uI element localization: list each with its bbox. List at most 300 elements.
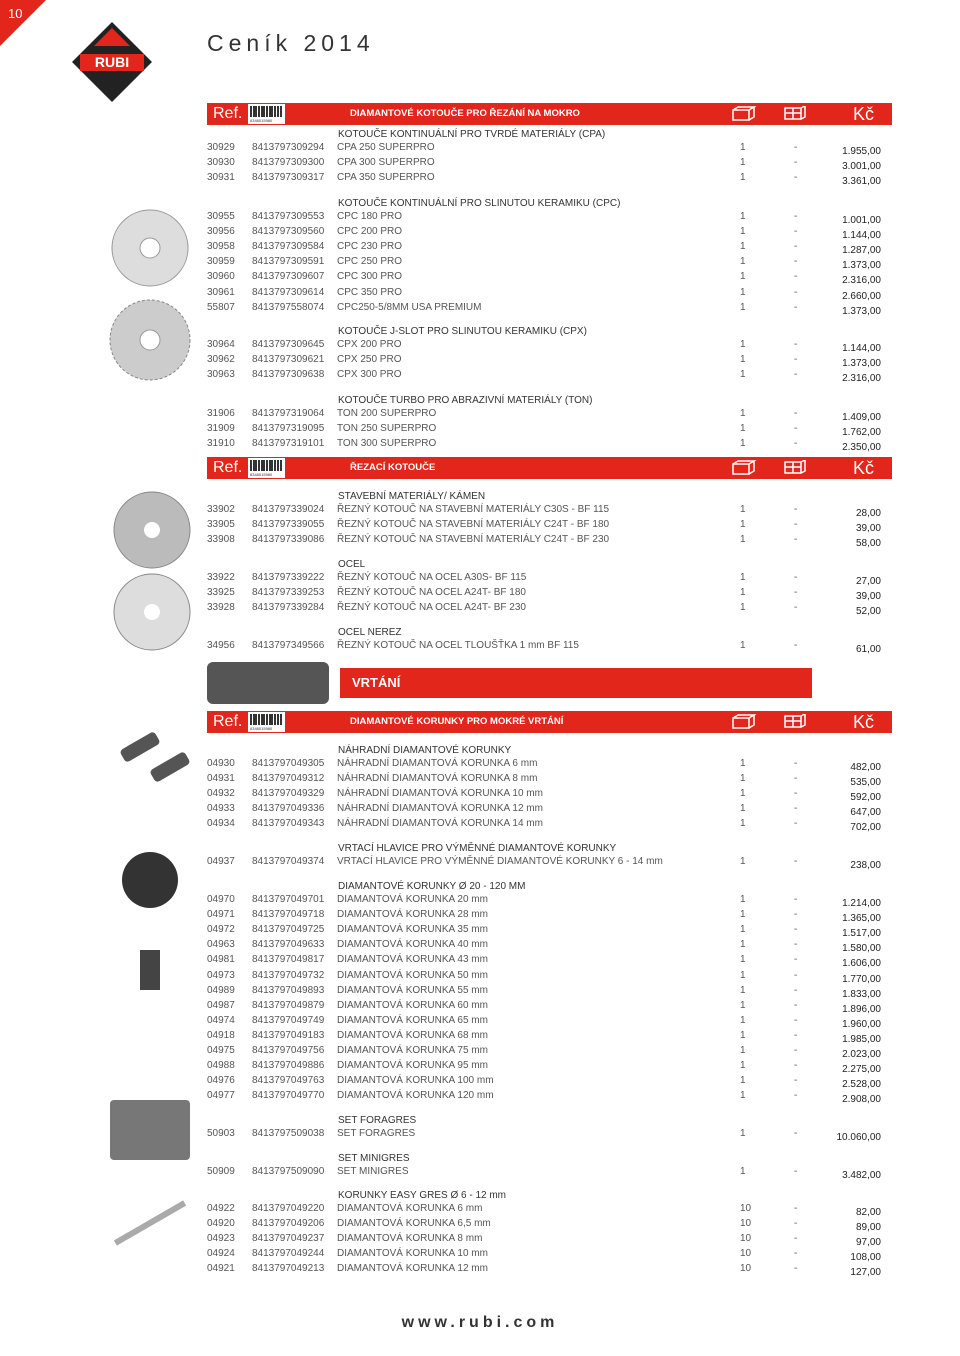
ean-cell: 8413797309584 (252, 241, 325, 253)
ref-cell: 04976 (207, 1075, 235, 1087)
dash-cell: - (794, 1128, 798, 1139)
quantity-cell: 1 (740, 339, 746, 350)
table-row (207, 157, 887, 172)
price-cell: 482,00 (850, 762, 881, 773)
dash-cell: - (794, 369, 798, 381)
quantity-cell: 1 (740, 534, 746, 546)
ref-cell: 50909 (207, 1166, 235, 1177)
ref-cell: 04921 (207, 1263, 235, 1275)
ref-cell: 04972 (207, 924, 235, 936)
description-cell: CPC250-5/8MM USA PREMIUM (337, 301, 482, 313)
ean-cell: 8413797309300 (252, 157, 325, 169)
ean-cell: 8413797339284 (252, 602, 325, 614)
quantity-cell: 1 (740, 909, 746, 921)
quantity-cell: 1 (740, 924, 746, 936)
description-cell: DIAMANTOVÁ KORUNKA 12 mm (337, 1263, 488, 1275)
ref-cell: 30963 (207, 369, 235, 381)
dash-cell: - (794, 1203, 798, 1214)
price-cell: 535,00 (850, 777, 881, 789)
table-row (207, 1000, 887, 1015)
quantity-cell: 1 (740, 788, 746, 800)
description-cell: CPA 300 SUPERPRO (337, 157, 435, 169)
quantity-cell: 1 (740, 271, 746, 283)
product-images (100, 200, 200, 1320)
price-cell: 127,00 (850, 1267, 881, 1279)
price-cell: 28,00 (855, 508, 881, 519)
quantity-cell: 1 (740, 1060, 746, 1072)
ean-cell: 8413797049732 (252, 969, 325, 981)
description-cell: VRTACÍ HLAVICE PRO VÝMĚNNÉ DIAMANTOVÉ KORUNKY 6 - 14 mm (337, 856, 663, 867)
description-cell: DIAMANTOVÁ KORUNKA 35 mm (337, 924, 488, 936)
price-cell: 1.580,00 (842, 943, 881, 955)
description-cell: ŘEZNÝ KOTOUČ NA STAVEBNÍ MATERIÁLY C24T - BF 180 (337, 519, 610, 531)
quantity-cell: 1 (740, 354, 746, 366)
footer-website: www.rubi.com (401, 1314, 559, 1331)
quantity-cell: 1 (740, 504, 746, 515)
price-cell: 3.482,00 (842, 1170, 881, 1181)
dash-cell: - (794, 939, 798, 951)
table-row (207, 1090, 887, 1105)
table-row (207, 1030, 887, 1045)
ref-cell: 04963 (207, 939, 235, 951)
description-cell: DIAMANTOVÁ KORUNKA 55 mm (337, 984, 488, 996)
ref-cell: 04933 (207, 803, 235, 815)
section-title: KOTOUČE TURBO PRO ABRAZIVNÍ MATERIÁLY (TON) (338, 395, 593, 406)
dash-cell: - (794, 984, 798, 996)
description-cell: CPX 200 PRO (337, 339, 402, 350)
ean-cell: 8413797558074 (252, 301, 325, 313)
ref-cell: 04934 (207, 818, 235, 830)
table-row (207, 1203, 887, 1218)
dash-cell: - (794, 1248, 798, 1260)
dash-cell: - (794, 241, 798, 253)
box-icon (730, 106, 758, 122)
table-row (207, 640, 887, 655)
table-row (207, 1075, 887, 1090)
dash-cell: - (794, 602, 798, 614)
dash-cell: - (794, 423, 798, 435)
ean-cell: 8413797309614 (252, 286, 325, 298)
dash-cell: - (794, 803, 798, 815)
ref-cell: 04977 (207, 1090, 235, 1102)
table-row (207, 1166, 887, 1181)
dash-cell: - (794, 909, 798, 921)
dash-cell: - (794, 788, 798, 800)
table-row (207, 1233, 887, 1248)
pallet-icon (780, 714, 808, 730)
ean-cell: 8413797049763 (252, 1075, 325, 1087)
description-cell: TON 300 SUPERPRO (337, 438, 437, 450)
description-cell: DIAMANTOVÁ KORUNKA 120 mm (337, 1090, 494, 1102)
description-cell: DIAMANTOVÁ KORUNKA 40 mm (337, 939, 488, 951)
ean-cell: 8413797049633 (252, 939, 325, 951)
quantity-cell: 1 (740, 157, 746, 169)
ref-cell: 30931 (207, 172, 235, 184)
quantity-cell: 1 (740, 369, 746, 381)
section-title: KORUNKY EASY GRES Ø 6 - 12 mm (338, 1190, 507, 1201)
price-cell: 1.365,00 (842, 913, 881, 925)
ref-cell: 30959 (207, 256, 235, 268)
pallet-icon (780, 106, 808, 122)
price-cell: 592,00 (850, 792, 881, 804)
description-cell: CPA 350 SUPERPRO (337, 172, 435, 184)
ean-cell: 8413797049886 (252, 1060, 325, 1072)
ref-cell: 04974 (207, 1014, 235, 1026)
ref-cell: 04981 (207, 954, 235, 966)
ean-cell: 8413797049756 (252, 1045, 325, 1056)
description-cell: DIAMANTOVÁ KORUNKA 43 mm (337, 954, 488, 966)
ref-cell: 04924 (207, 1248, 235, 1260)
price-cell: 2.528,00 (842, 1079, 881, 1091)
dash-cell: - (794, 1218, 798, 1230)
description-cell: DIAMANTOVÁ KORUNKA 60 mm (337, 999, 488, 1011)
price-cell: 1.955,00 (842, 146, 881, 157)
quantity-cell: 1 (740, 587, 746, 599)
price-cell: 3.001,00 (842, 161, 881, 173)
price-cell: 39,00 (855, 591, 881, 603)
price-cell: 1.409,00 (842, 412, 881, 423)
ean-cell: 8413797049893 (252, 984, 325, 996)
table-row (207, 1015, 887, 1030)
tool-image (207, 662, 329, 704)
rubi-logo (70, 20, 154, 104)
svg-text:RUBI: RUBI (94, 54, 130, 70)
description-cell: TON 200 SUPERPRO (337, 408, 437, 419)
section-title: KOTOUČE KONTINUÁLNÍ PRO TVRDÉ MATERIÁLY (CPA) (338, 129, 606, 140)
table-row (207, 985, 887, 1000)
currency-label: Kč (852, 458, 874, 478)
table-row (207, 1218, 887, 1233)
description-cell: CPC 230 PRO (337, 241, 403, 253)
price-cell: 1.770,00 (842, 973, 881, 985)
ean-cell: 8413797309560 (252, 226, 325, 238)
dash-cell: - (794, 1090, 798, 1102)
price-cell: 2.908,00 (842, 1094, 881, 1106)
dash-cell: - (794, 856, 798, 867)
quantity-cell: 1 (740, 894, 746, 905)
ref-cell: 31910 (207, 438, 235, 450)
section-title: VRTACÍ HLAVICE PRO VÝMĚNNÉ DIAMANTOVÉ KORUNKY (338, 843, 617, 854)
description-cell: CPX 250 PRO (337, 354, 402, 366)
dash-cell: - (794, 301, 798, 313)
price-cell: 1.287,00 (842, 245, 881, 257)
description-cell: DIAMANTOVÁ KORUNKA 50 mm (337, 969, 488, 981)
page-title: Ceník 2014 (207, 30, 375, 56)
ean-cell: 8413797049343 (252, 818, 325, 830)
quantity-cell: 1 (740, 519, 746, 531)
price-cell: 61,00 (855, 644, 881, 655)
ref-cell: 04937 (207, 856, 235, 867)
box-icon (730, 460, 758, 476)
description-cell: ŘEZNÝ KOTOUČ NA OCEL TLOUŠŤKA 1 mm BF 115 (337, 640, 579, 651)
price-cell: 82,00 (855, 1207, 881, 1218)
dash-cell: - (794, 504, 798, 515)
currency-label: Kč (852, 712, 874, 732)
dash-cell: - (794, 1233, 798, 1245)
price-cell: 1.960,00 (842, 1018, 881, 1030)
ean-cell: 8413797319095 (252, 423, 325, 435)
quantity-cell: 1 (740, 572, 746, 583)
ean-cell: 8413797049329 (252, 788, 325, 800)
description-cell: SET MINIGRES (337, 1166, 409, 1177)
ref-cell: 04971 (207, 909, 235, 921)
quantity-cell: 10 (740, 1233, 752, 1245)
ean-cell: 8413797049374 (252, 856, 325, 867)
table-row (207, 241, 887, 256)
table-row (207, 1128, 887, 1143)
ean-cell: 8413797049206 (252, 1218, 325, 1230)
ref-cell: 33902 (207, 504, 235, 515)
ean-cell: 8413797309591 (252, 256, 325, 268)
table-row (207, 1045, 887, 1060)
ref-cell: 30961 (207, 286, 235, 298)
price-cell: 108,00 (850, 1252, 881, 1264)
dash-cell: - (794, 211, 798, 222)
dash-cell: - (794, 773, 798, 785)
barcode-icon: 8348015980 (248, 712, 285, 732)
dash-cell: - (794, 339, 798, 350)
ean-cell: 8413797339024 (252, 504, 325, 515)
ref-cell: 33925 (207, 587, 235, 599)
quantity-cell: 1 (740, 226, 746, 238)
quantity-cell: 1 (740, 438, 746, 450)
table-row (207, 1263, 887, 1278)
section-title: DIAMANTOVÉ KORUNKY Ø 20 - 120 MM (338, 881, 526, 892)
price-cell: 1.985,00 (842, 1033, 881, 1045)
ref-cell: 33908 (207, 534, 235, 546)
section-title: SET MINIGRES (338, 1153, 410, 1164)
price-cell: 2.316,00 (842, 373, 881, 385)
dash-cell: - (794, 157, 798, 169)
page-corner-tab (0, 0, 46, 46)
category-bar (207, 457, 892, 479)
dash-cell: - (794, 534, 798, 546)
dash-cell: - (794, 818, 798, 830)
ref-label: Ref. (213, 105, 243, 122)
ref-cell: 04932 (207, 788, 235, 800)
table-row (207, 339, 887, 354)
ean-cell: 8413797049220 (252, 1203, 325, 1214)
ref-cell: 30958 (207, 241, 235, 253)
price-cell: 2.275,00 (842, 1064, 881, 1076)
description-cell: CPC 200 PRO (337, 226, 403, 238)
ref-cell: 04923 (207, 1233, 235, 1245)
description-cell: DIAMANTOVÁ KORUNKA 28 mm (337, 909, 488, 921)
quantity-cell: 10 (740, 1248, 752, 1260)
price-cell: 1.373,00 (842, 305, 881, 317)
category-bar (207, 711, 892, 733)
ean-cell: 8413797049213 (252, 1263, 325, 1275)
price-cell: 1.001,00 (842, 215, 881, 226)
ean-cell: 8413797049305 (252, 758, 325, 769)
description-cell: DIAMANTOVÁ KORUNKA 100 mm (337, 1075, 494, 1087)
price-cell: 1.896,00 (842, 1003, 881, 1015)
price-cell: 1.373,00 (842, 358, 881, 370)
ref-cell: 30929 (207, 142, 235, 153)
ref-cell: 04922 (207, 1203, 235, 1214)
barcode-icon: 8348015980 (248, 458, 285, 478)
dash-cell: - (794, 408, 798, 419)
quantity-cell: 1 (740, 1090, 746, 1102)
dash-cell: - (794, 172, 798, 184)
ean-cell: 8413797049312 (252, 773, 325, 785)
table-row (207, 172, 887, 187)
description-cell: NÁHRADNÍ DIAMANTOVÁ KORUNKA 12 mm (337, 803, 543, 815)
section-title: SET FORAGRES (338, 1115, 417, 1126)
description-cell: ŘEZNÝ KOTOUČ NA OCEL A24T- BF 230 (337, 602, 526, 614)
dash-cell: - (794, 1075, 798, 1087)
quantity-cell: 1 (740, 211, 746, 222)
section-title: NÁHRADNÍ DIAMANTOVÉ KORUNKY (338, 745, 512, 756)
ref-cell: 33922 (207, 572, 235, 583)
quantity-cell: 1 (740, 241, 746, 253)
price-cell: 1.373,00 (842, 260, 881, 272)
dash-cell: - (794, 271, 798, 283)
description-cell: DIAMANTOVÁ KORUNKA 6 mm (337, 1203, 483, 1214)
price-cell: 2.316,00 (842, 275, 881, 287)
quantity-cell: 1 (740, 423, 746, 435)
dash-cell: - (794, 999, 798, 1011)
ref-cell: 04970 (207, 894, 235, 905)
category-title: DIAMANTOVÉ KOTOUČE PRO ŘEZÁNÍ NA MOKRO (350, 108, 580, 119)
quantity-cell: 1 (740, 172, 746, 184)
ean-cell: 8413797339253 (252, 587, 325, 599)
quantity-cell: 1 (740, 758, 746, 769)
pallet-icon (780, 460, 808, 476)
table-row (207, 534, 887, 549)
table-row (207, 302, 887, 317)
ean-cell: 8413797319064 (252, 408, 325, 419)
quantity-cell: 1 (740, 954, 746, 966)
dash-cell: - (794, 286, 798, 298)
ean-cell: 8413797309607 (252, 271, 325, 283)
ref-label: Ref. (213, 459, 243, 476)
price-cell: 1.144,00 (842, 343, 881, 354)
ean-cell: 8413797049244 (252, 1248, 325, 1260)
table-row (207, 788, 887, 803)
price-cell: 3.361,00 (842, 176, 881, 188)
section-label-vrtani: VRTÁNÍ (340, 668, 812, 698)
quantity-cell: 10 (740, 1218, 752, 1230)
description-cell: ŘEZNÝ KOTOUČ NA STAVEBNÍ MATERIÁLY C30S - BF 115 (337, 504, 610, 515)
category-title: DIAMANTOVÉ KORUNKY PRO MOKRÉ VRTÁNÍ (350, 716, 564, 727)
currency-label: Kč (852, 104, 874, 124)
ref-cell: 33905 (207, 519, 235, 531)
price-cell: 97,00 (855, 1237, 881, 1249)
table-row (207, 1248, 887, 1263)
quantity-cell: 1 (740, 856, 746, 867)
price-cell: 10.060,00 (836, 1132, 881, 1143)
dash-cell: - (794, 1014, 798, 1026)
category-title: ŘEZACÍ KOTOUČE (350, 462, 436, 473)
table-row (207, 773, 887, 788)
description-cell: DIAMANTOVÁ KORUNKA 6,5 mm (337, 1218, 491, 1230)
table-row (207, 856, 887, 871)
quantity-cell: 1 (740, 602, 746, 614)
quantity-cell: 1 (740, 999, 746, 1011)
barcode-icon: 8348015980 (248, 104, 285, 124)
ean-cell: 8413797309317 (252, 172, 325, 184)
quantity-cell: 1 (740, 969, 746, 981)
ref-cell: 31906 (207, 408, 235, 419)
table-row (207, 894, 887, 909)
ref-cell: 04931 (207, 773, 235, 785)
description-cell: DIAMANTOVÁ KORUNKA 20 mm (337, 894, 488, 905)
price-cell: 1.517,00 (842, 928, 881, 940)
description-cell: ŘEZNÝ KOTOUČ NA STAVEBNÍ MATERIÁLY C24T - BF 230 (337, 534, 610, 546)
description-cell: TON 250 SUPERPRO (337, 423, 437, 435)
ref-cell: 04988 (207, 1060, 235, 1072)
price-cell: 1.214,00 (842, 898, 881, 909)
dash-cell: - (794, 758, 798, 769)
ean-cell: 8413797309621 (252, 354, 325, 366)
price-cell: 52,00 (855, 606, 881, 618)
ean-cell: 8413797049879 (252, 999, 325, 1011)
table-row (207, 939, 887, 954)
table-row (207, 587, 887, 602)
ean-cell: 8413797319101 (252, 438, 325, 450)
table-row (207, 256, 887, 271)
table-row (207, 438, 887, 453)
dash-cell: - (794, 572, 798, 583)
ref-cell: 04989 (207, 984, 235, 996)
quantity-cell: 1 (740, 818, 746, 830)
ean-cell: 8413797049770 (252, 1090, 325, 1102)
description-cell: CPC 180 PRO (337, 211, 403, 222)
table-row (207, 1060, 887, 1075)
ref-cell: 30964 (207, 339, 235, 350)
ref-cell: 30955 (207, 211, 235, 222)
quantity-cell: 1 (740, 301, 746, 313)
table-row (207, 909, 887, 924)
quantity-cell: 1 (740, 1045, 746, 1056)
dash-cell: - (794, 354, 798, 366)
ean-cell: 8413797309294 (252, 142, 325, 153)
ref-cell: 04975 (207, 1045, 235, 1056)
description-cell: CPC 250 PRO (337, 256, 403, 268)
section-title: KOTOUČE J-SLOT PRO SLINUTOU KERAMIKU (CPX) (338, 326, 587, 337)
ref-cell: 04920 (207, 1218, 235, 1230)
dash-cell: - (794, 519, 798, 531)
price-cell: 39,00 (855, 523, 881, 535)
table-row (207, 758, 887, 773)
ean-cell: 8413797509090 (252, 1166, 325, 1177)
table-row (207, 954, 887, 969)
table-row (207, 602, 887, 617)
dash-cell: - (794, 1263, 798, 1275)
quantity-cell: 1 (740, 939, 746, 951)
dash-cell: - (794, 640, 798, 651)
table-row (207, 271, 887, 286)
price-cell: 1.762,00 (842, 427, 881, 439)
price-cell: 2.350,00 (842, 442, 881, 454)
description-cell: DIAMANTOVÁ KORUNKA 65 mm (337, 1014, 488, 1026)
quantity-cell: 1 (740, 640, 746, 651)
description-cell: NÁHRADNÍ DIAMANTOVÁ KORUNKA 14 mm (337, 818, 543, 830)
ref-cell: 04918 (207, 1029, 235, 1041)
quantity-cell: 1 (740, 803, 746, 815)
dash-cell: - (794, 142, 798, 153)
quantity-cell: 1 (740, 773, 746, 785)
description-cell: CPC 350 PRO (337, 286, 403, 298)
table-row (207, 924, 887, 939)
ref-label: Ref. (213, 713, 243, 730)
dash-cell: - (794, 438, 798, 450)
description-cell: DIAMANTOVÁ KORUNKA 8 mm (337, 1233, 483, 1245)
description-cell: ŘEZNÝ KOTOUČ NA OCEL A30S- BF 115 (337, 572, 527, 583)
table-row (207, 142, 887, 157)
quantity-cell: 1 (740, 1014, 746, 1026)
